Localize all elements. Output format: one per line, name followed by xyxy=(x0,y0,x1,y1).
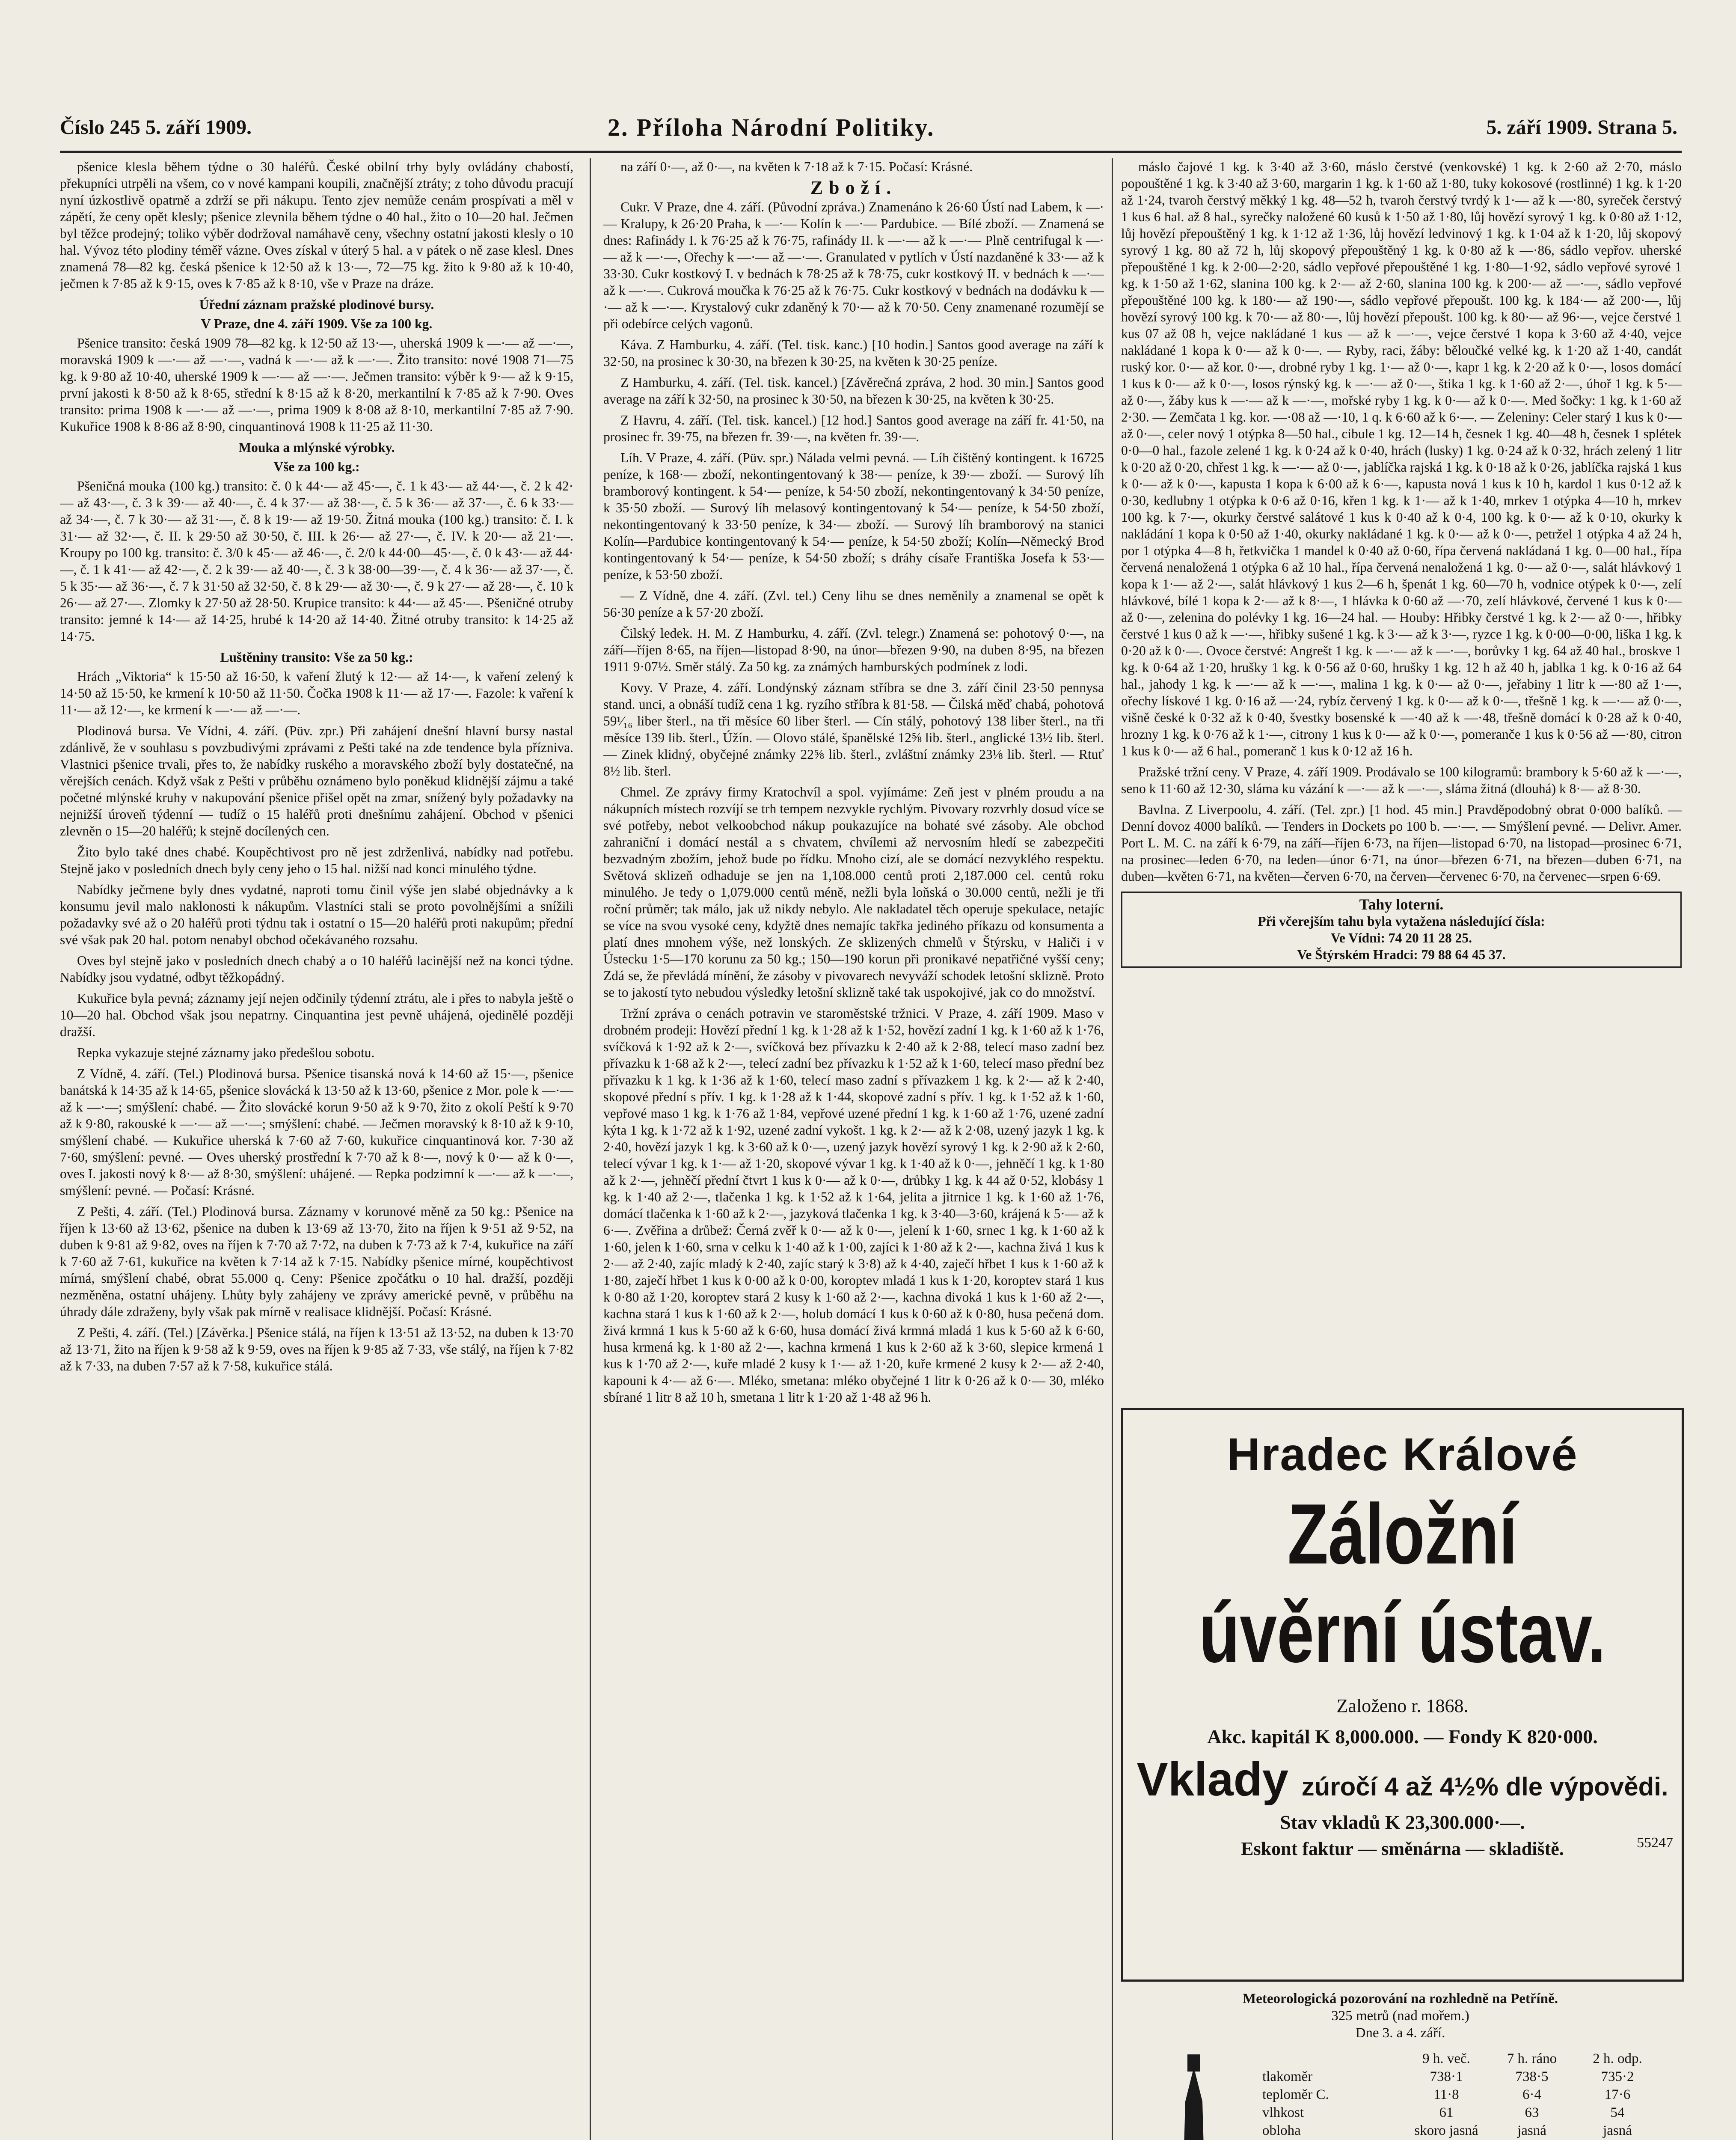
section-subheading: V Praze, dne 4. září 1909. Vše za 100 kg. xyxy=(201,316,433,331)
column-3 xyxy=(1121,158,1682,1400)
weather-value: 738·5 xyxy=(1515,2069,1549,2084)
weather-value: skoro jasná xyxy=(1414,2123,1478,2138)
saltpeter-report: Čilský ledek. H. M. Z Hamburku, 4. září. (Zvl. telegr.) Znamená se: pohotový 0·—, na září—říjen 8·65, na říjen—listopad 8·90, na únor—březen 9·90, na duben 8·95, na březen 1911 9·07½. Směr stálý. Za 50 kg. za známých hamburských podmínek z lodi. xyxy=(603,626,1104,674)
ad-services: Eskont faktur — směnárna — skladiště. xyxy=(1241,1838,1564,1859)
lottery-intro: Při včerejším tahu byla vytažena následující čísla: xyxy=(1258,914,1545,929)
prague-market-prices: Pražské tržní ceny. V Praze, 4. září 1909. Prodávalo se 100 kilogramů: brambory k 5·60 až k —·—, seno k 11·60 až 12·30, sláma ku vázání k —·— až k —·—, sláma žitná (dlouhá) k 8·— až 8·30. xyxy=(1121,764,1682,796)
rapeseed-report: Repka vykazuje stejné záznamy jako předešlou sobotu. xyxy=(77,1045,375,1060)
weather-row-label: obloha xyxy=(1262,2123,1301,2138)
grain-prices: Pšenice transito: česká 1909 78—82 kg. k 12·50 až 13·—, uherská 1909 k —·— až —·—, moravská 1909 k —·— až —·—, vadná k —·— až k —·—. Žito transito: nové 1908 71—75 kg. k 9·80 až 10·40, uherské 1909 k —·— až —·—. Ječmen transito: výběr k 9·— až k 9·15, první jakosti k 8·50 až k 8·65, střední k 8·15 až k 8·20, merkantilní k 7·85 až k 7·90. Oves transito: prima 1908 k —·— až —·—, prima 1909 k 8·08 až 8·10, merkantilní 7·85 až 7·90. Kukuřice 1908 k 8·86 až 8·90, cinquantinová 1908 k 11·25 až 11·30. xyxy=(60,336,573,434)
weather-row-label: vlhkost xyxy=(1262,2105,1304,2120)
pest-telegram: Z Pešti, 4. září. (Tel.) Plodinová bursa. Záznamy v korunové měně za 50 kg.: Pšenice na říjen k 13·60 až 13·62, pšenice na duben k 13·69 až 13·70, žito na říjen k 9·51 až 9·52, na duben k 9·81 až 9·82, oves na říjen k 7·70 až 7·72, na duben k 7·73 až k 7·4, kukuřice na září k 7·60 až 7·61, kukuřice na květen k 7·14 až k 7·15. Nabídky pšenice mírné, koupěchtivost mírná, smýšlení chabé, obrat 55.000 q. Ceny: Pšenice zpočátku o 10 hal. dražší, později nezměněna, ostatní uhájeny. Lhůty byly zahájeny ve zprávy americké pevně, v průběhu na úhrady dále zdraženy, byly však pak mírně v realisace klidnější. Počasí: Krásné. xyxy=(60,1204,573,1319)
coffee-report: Káva. Z Hamburku, 4. září. (Tel. tisk. kanc.) [10 hodin.] Santos good average na září k 32·50, na prosinec k 30·30, na březen k 30·25, na květen k 30·25 peníze. xyxy=(603,337,1104,369)
weather-title: Meteorologická pozorování na rozhledně na Petříně. xyxy=(1243,1991,1558,2006)
weather-table xyxy=(1262,2050,1673,2140)
ad-deposits-word: Vklady xyxy=(1137,1753,1289,1806)
column-divider xyxy=(1112,158,1113,2140)
weather-value: 63 xyxy=(1525,2105,1539,2120)
spirits-report: Líh. V Praze, 4. září. (Püv. spr.) Nálada velmi pevná. — Líh čištěný kontingent. k 16725 peníze, k 168·— zboží, nekontingentovaný k 38·— peníze, k 39·— zboží. — Surový líh bramborový kontingent. k 54·— peníze, k 54·50 zboží, nekontingentovaný k 34·50 peníze, k 35·50 zboží. — Surový líh melasový kontingentovaný k 54·— peníze, k 54·50 zboží, nekontingentovaný k 33·50 peníze, k 34·— zboží. — Surový líh bramborový na stanici Kolín—Pardubice kontingentovaný k 54·— peníze, k 54·50 zboží; Kolín—Německý Brod kontingentovaný k 54·— peníze, k 54·50 zboží; s dráhy císaře Františka Josefa k 53·— peníze, k 53·50 zboží. xyxy=(603,450,1104,582)
cotton-report: Bavlna. Z Liverpoolu, 4. září. (Tel. zpr.) [1 hod. 45 min.] Pravděpodobný obrat 0·000 balíků. — Denní dovoz 4000 balíků. — Tenders in Dockets po 100 b. —·—. — Smýšlení pevné. — Delivr. Amer. Port L. M. C. na září k 6·79, na září—říjen 6·73, na říjen—listopad 6·70, na listopad—prosinec 6·71, na prosinec—leden 6·70, na leden—únor 6·71, na únor—březen 6·71, na březen—duben 6·71, na duben—květen 6·71, na květen—červen 6·70, na červen—červenec 6·70, na červenec—srpen 6·69. xyxy=(1121,802,1682,884)
lottery-title: Tahy loterní. xyxy=(1359,896,1444,913)
weather-value: 61 xyxy=(1439,2105,1454,2120)
weather-date: Dne 3. a 4. září. xyxy=(1355,2025,1445,2041)
weather-col-header: 7 h. ráno xyxy=(1507,2051,1557,2066)
lottery-graz: Ve Štýrském Hradci: 79 88 64 45 37. xyxy=(1297,947,1506,962)
rye-report: Žito bylo také dnes chabé. Koupěchtivost pro ně jest zdrženlivá, nabídky nad potřebu. Stejně jako v posledních dnech byly ceny jeho o 15 hal. nižší nad konci minulého týdne. xyxy=(60,844,573,876)
weather-report xyxy=(1121,1990,1680,2140)
grain-market-report: pšenice klesla během týdne o 30 haléřů. České obilní trhy byly ovládány chabostí, překupníci utrpěli na všem, co v nové kampani koupili, značnější ztráty; z toho důvodu pracují nyní úzkostlivě opatrně a zdrží se při nákupu. Tento zjev nemůže cenám prospívati a měl v zápětí, že ceny opět klesly; pšenice zlevnila během týdne o 40 hal., žito o 10—20 hal. Ječmen byl těžce prodejný; toliko výběr dodržoval namáhavě ceny, všechny ostatní jakosti klesly o 10 hal. Vývoz této plodiny téměř vázne. Oves získal v úterý 5 hal. a v pátek o ně zase klesl. Dnes znamená 78—82 kg. česká pšenice k 12·50 až k 13·—, 72—75 kg. žito k 9·80 až k 10·40, ječmen k 7·85 až k 9·15, oves k 7·85 až k 8·10, vše v Praze na dráze. xyxy=(60,159,573,291)
hops-report: Chmel. Ze zprávy firmy Kratochvíl a spol. vyjímáme: Zeň jest v plném proudu a na nákupních místech rozvíjí se trh tempem nezvykle rychlým. Pivovary rozvrhly dosud více se své potřeby, nebot velkoobchod nákup poukazujíce na bohaté své zásoby. Ale obchod zahraniční i domácí nestál a s chvatem, chvílemi až nervosním hledí se zabezpečiti bezvadným zbožím, jehož bude po řídku. Mnoho cizí, ale se domácí nezvyklého respektu. Světová sklizeň odhaduje se jen na 1,108.000 centů proti 2,187.000 cel. centů roku minulého. Je tedy o 1,079.000 centů méně, nežli byla loňská o 30.000 centů, nežli je tři roční průměr; tak málo, jak už nikdy nebylo. Ale nakladatel těch operuje spekulace, netajíc se více na svou vysoké ceny, kdyžtě dnes nemajíc takřka jediného příkazu od konsumenta a platí dnes mnohem výše, než lonských. Ze sklizených chmelů v Štýrsku, v Haliči i v Ústecku 1·5—170 korunu za 50 kg.; 150—190 korun při pronikavé nepatřičné vyšší ceny; Zdá se, že převládá mínění, že zásoby v pivovarech nevyváží schodek letošní sklizně. Proto se to jakostí tyto nebudou výsledky letošní sklizně také tak uspokojivé, jak co do množství. xyxy=(603,785,1104,1000)
column-1 xyxy=(60,158,573,2140)
header-issue: Číslo 245 5. září 1909. xyxy=(60,116,252,139)
oats-report: Oves byl stejně jako v posledních dnech chabý a o 10 haléřů lacinější než na konci týdne. Nabídky jsou vydatné, odbyt těžkopádný. xyxy=(60,953,573,985)
pest-closing: Z Pešti, 4. září. (Tel.) [Závěrka.] Pšenice stálá, na říjen k 13·51 až 13·52, na duben k 13·70 až 13·71, žito na říjen k 9·58 až k 9·59, oves na říjen k 9·85 až 7·33, vše stálý, na říjen k 7·82 až k 7·33, na duben 7·57 až k 7·58, kukuřice stálá. xyxy=(60,1325,573,1373)
weather-value: 11·8 xyxy=(1433,2087,1459,2102)
section-heading: Úřední záznam pražské plodinové bursy. xyxy=(199,297,434,312)
weather-value: 17·6 xyxy=(1604,2087,1631,2102)
ad-capital: Akc. kapitál K 8,000.000. — Fondy K 820·000. xyxy=(1207,1726,1598,1748)
section-heading: Luštěniny transito: Vše za 50 kg.: xyxy=(220,650,413,665)
petrin-tower-illustration xyxy=(1130,2050,1258,2140)
weather-col-header: 2 h. odp. xyxy=(1593,2051,1642,2066)
weather-altitude: 325 metrů (nad mořem.) xyxy=(1331,2008,1469,2024)
vienna-spirits: — Z Vídně, dne 4. září. (Zvl. tel.) Ceny lihu se dnes neměnily a znamenal se opět k 56·30 peníze a k 57·20 zboží. xyxy=(603,588,1104,620)
section-heading: Mouka a mlýnské výrobky. xyxy=(238,440,395,455)
weather-value: jasná xyxy=(1517,2123,1546,2138)
weather-value: 54 xyxy=(1610,2105,1625,2120)
weather-value: 6·4 xyxy=(1522,2087,1541,2102)
vienna-bourse-report: Plodinová bursa. Ve Vídni, 4. září. (Püv. zpr.) Při zahájení dnešní hlavní bursy nastal zdánlivě, že v souhlasu s povzbudivými zprávami z Pešti také na zde tendence byla přízniva. Vlastnici pšenice trvali, přes to, že nabídky ruského a moravského zboží byly dostatečné, na věrejších cenách. Když však z Pešti v průběhu oznámeno bylo poněkud klidnější zájmu a také početné mlýnské kruhy v nakupování pšenice přišel opět na zmar, snížený byly požadavky na nejnižší úroveň týdenní — tudíž o 15 haléřů proti dnešnímu zahájení. Obchod v pšenici zlevněn o 15—20 haléřů; k stejně docílených cen. xyxy=(60,723,573,838)
vienna-telegram: Z Vídně, 4. září. (Tel.) Plodinová bursa. Pšenice tisanská nová k 14·60 až 15·—, pšenice banátská k 14·35 až k 14·65, pšenice slovácká k 13·50 až k 13·60, pšenice z Mor. pole k —·— až k —·—; smýšlení: chabé. — Žito slovácké korun 9·50 až k 9·70, žito z okolí Peští k 9·70 až k 9·80, rakouské k —·— až —·—; smýšlení: chabé. — Ječmen moravský k 8·10 až k 9·10, smýšlení chabé. — Kukuřice uherská k 7·60 až 7·60, kukuřice cinquantinová kor. 7·30 až 7·60, smýšlení: pevné. — Oves uherský prostřední k 7·70 až k 8·—, nový k 0·— až k 0·—, oves I. jakosti nový k 8·— až 8·30, smýšlení: uhájené. — Repka podzimní k —·— až k —·—, smýšlení: pevné. — Počasí: Krásné. xyxy=(60,1066,573,1198)
market-food-prices: Tržní zpráva o cenách potravin ve staroměstské tržnici. V Praze, 4. září 1909. Maso v drobném prodeji: Hovězí přední 1 kg. k 1·28 až k 1·52, hovězí zadní 1 kg. k 1·60 až k 1·76, svíčková k 1·92 až k 2·—, svíčková bez přívazku k 2·40 až k 2·88, telecí maso zadní bez přívazku k 1·68 až k 2·—, telecí zadní bez přívazku k 1·52 až k 1·60, telecí maso přední bez přívazku k 1 kg. k 1·36 až k 1·60, telecí maso zadní s přívazkem 1 kg. k 2·— až k 2·40, skopové přední s přív. 1 kg. k 1·28 až k 1·44, skopové zadní s přív. 1 kg. k 1·52 až k 1·60, vepřové maso 1 kg. k 1·76 až 1·84, vepřové uzené přední 1 kg. k 1·60 až 1·76, uzené zadní kýta 1 kg. k 1·72 až k 1·92, uzené zadní vykošt. 1 kg. k 2·— až k 2·08, uzený jazyk 1 kg. k 2·40, hovězí jazyk 1 kg. k 3·60 až k 0·—, uzený jazyk hovězí syrový 1 kg. k 2·90 až k 2·60, telecí vývar 1 kg. k 1·— až 1·20, skopové vývar 1 kg. k 1·40 až k 0·—, jehněčí 1 kg. k 1·80 až k 2·—, jehněčí přední čtvrt 1 kus k 0·— až k 0·—, drůbky 1 kg. k 44 až 0·52, klobásy 1 kg. k 1·40 až 2·—, tlačenka 1 kg. k 1·52 až k 1·64, jelita a jitrnice 1 kg. k 1·60 až 1·76, domácí tlačenka k 1·60 až k 2·—, jazyková tlačenka 1 kg. k 3·40—3·60, krájená k 5·— až k 6·—. Zvěřina a drůbež: Černá zvěř k 0·— až k 0·—, jelení k 1·60, srnec 1 kg. k 1·60 až k 1·60, jelen k 1·60, srna v celku k 1·40 až k 1·00, zajíci k 1·80 až k 2·—, kachna živá 1 kus k 2·— až 2·40, zajíc mladý k 2·40, zajíc starý k 3·8) až k 4·40, zaječí hřbet 1 kus k 1·60 až k 1·80, zaječí hřbet 1 kus k 0·00 až k 0·00, koroptev mladá 1 kus k 1·20, koroptev stará 1 kus k 0·80 až 1·20, koroptev stará 2 kusy k 1·60 až 2·—, kachna divoká 1 kus k 1·60 až 2·—, kachna stará 1 kus k 1·60 až k 2·—, holub domácí 1 kus k 0·60 až k 0·80, husa pečená dom. živá krmná 1 kus k 5·60 až k 6·60, husa domácí živá krmná mladá 1 kus k 5·60 až k 6·60, husa krmená kg. k 1·80 až 2·—, kachna krmená 1 kus k 2·60 až k 3·60, slepice krmená 1 kus k 1·70 až 2·—, kuře mladé 2 kusy k 1·— až 1·20, kuře krmené 2 kusy k 2·— až 2·40, kapouni k 4·— až 6·—. Mléko, smetana: mléko obyčejné 1 litr k 0·26 až k 0·— 30, mléko sbírané 1 litr 8 až 10 h, smetana 1 litr k 1·20 až 1·48 až 96 h. xyxy=(603,1006,1104,1405)
legume-prices: Hrách „Viktoria“ k 15·50 až 16·50, k vaření žlutý k 12·— až 14·—, k vaření zelený k 14·50 až 15·50, ke krmení k 10·50 až 11·50. Čočka 1908 k 11·— až 17·—. Fazole: k vaření k 11·— až 12·—, ke krmení k —·— až —·—. xyxy=(60,669,573,717)
weather-row-label: tlakoměr xyxy=(1262,2069,1313,2084)
weather-value: jasná xyxy=(1603,2123,1632,2138)
header-title: 2. Příloha Národní Politiky. xyxy=(608,113,935,141)
weather-row xyxy=(1262,2122,1673,2140)
column-2 xyxy=(603,158,1104,2140)
weather-row xyxy=(1262,2086,1673,2104)
weather-value: 738·1 xyxy=(1430,2069,1463,2084)
bank-advertisement xyxy=(1121,1408,1684,1982)
food-prices-cont: máslo čajové 1 kg. k 3·40 až 3·60, máslo čerstvé (venkovské) 1 kg. k 2·60 až 2·70, máslo popouštěné 1 kg. k 3·40 až 3·60, margarin 1 kg. k 1·60 až 1·80, tuky kokosové (rostlinné) 1 kg. k 1·20 až 1·24, tvaroh čerstvý měkký 1 kg. 48—52 h, tvaroh čerstvý tvrdý k 1·— až k —·80, syreček čerstvý 1 kus 6 hal. až 8 hal., syrečky naložené 60 kusů k 1·50 až 1·80, lůj hovězí syrový 1 kg. k 0·80 až 1·12, lůj hovězí přepouštěný 1 kg. k 1·12 až 1·36, lůj hovězí ledvinový 1 kg. k 1·04 až k 1·20, lůj skopový syrový 1 kg. 80 až 72 h, lůj skopový přepouštěný 1 kg. k 0·80 až k —·86, sádlo vepřov. uherské přepouštěné 1 kg. k 2·00—2·20, sádlo vepřové přepouštěné 1 kg. 1·80—1·92, sádlo vepřové syrové 1 kg. k 1·50 až 1·62, slanina 100 kg. k 2·— až 2·60, slanina 100 kg. k 200·— až —·—, sádlo vepřové přepouštěné 100 kg. k 180·— až 190·—, sádlo vepřové přepoušt. 100 kg. k 184·— až 200·—, lůj hovězí syrový 100 kg. k 70·— až 80·—, lůj hovězí přepoušt. 100 kg. k 80·— až 96·—, vejce čerstvé 1 kus 07 až 08 h, vejce nakládané 1 kus — až k —·—, vejce čerstvé 1 kopa k 3·60 až 4·40, vejce nakládané 1 kopa k 0·— až k 0·—. — Ryby, raci, žáby: běloučké velké kg. k 1·20 až 1·40, candát ruský kor. 0·— až kor. 0·—, drobné ryby 1 kg. 1·— až 0·—, kapr 1 kg. k 2·20 až k 0·—, losos domácí 1 kus k 0·— až k 0·—, losos rýnský kg. k —·— až 0·—, štika 1 kg. k 1·60 až 2·—, úhoř 1 kg. k 5·— až 0·—, žáby kus k —·— až k —·—, mořské ryby 1 kg. k 0·— až k 0·—. Med šočky: 1 kg. k 1·60 až 2·30. — Zemčata 1 kg. kor. —·08 až —·10, 1 q. k 6·60 až k 6·—. — Zeleniny: Celer starý 1 kus k 0·— až 0·—, celer nový 1 otýpka 8—50 hal., cibule 1 kg. 12—14 h, česnek 1 kg. 40—48 h, česnek 1 splétek 0·0—0 hal., fazole zelené 1 kg. k 0·24 až k 0·40, hrách (lusky) 1 kg. 0·24 až k 0·32, hrách zelený 1 litr k 0·20 až 0·20, chřest 1 kg. k —·— až 0·—, jablíčka rajská 1 kg. k 0·18 až k 0·26, jablíčka rajská 1 kus k 0·— až k 0·—, kapusta 1 kopa k 6·00 až k 6·—, kapusta nová 1 kus k 10 h, kardol 1 kus 0·12 až k 0·30, kedlubny 1 otýpka k 0·6 až 0·16, křen 1 kg. k 1·— až k 1·40, mrkev 1 otýpka 4—10 h, mrkev 100 kg. k 7·—, okurky čerstvé salátové 1 kus k 0·40 až k 0·4, 100 kg. k 0·— až k 0·10, okurky k nakládání 1 kopa k 0·50 až 1·40, okurky nakládané 1 kg. k 0·— až k 0·—, petržel 1 otýpka 4 až 24 h, por 1 otýpka 4—8 h, řetkvička 1 mandel k 0·40 až 0·60, řípa červená nakládaná 1 kg. 0—00 hal., řípa červená nenaložená 1 otýpka 6 až 10 hal., řípa červená nenaložená 1 kg. 0·— až 0·—, salát hlávkový 1 kopa k 1·— až 2·—, salát hlávkový 1 kus 2—6 h, špenát 1 kg. 60—70 h, vodnice otýpek k 0·—, zelí hlávkové, bílé 1 kopa k 2·— až k 8·—, 1 hlávka k 0·60 až —·70, zelí hlávkové, červené 1 kus k 0·— až 0·—, zelenina do polévky 1 kg. 16—24 hal. — Houby: Hřibky čerstvé 1 kg. k 2·— až 0·—, hřibky čerstvé 1 kus 0 až k —·—, hřibky sušené 1 kg. k 3·— až k 3·—, ryzce 1 kg. k 0·00—0·00, liška 1 kg. k 0·20 až k 0·—. Ovoce čerstvé: Angrešt 1 kg. k —·— až k —·—, borůvky 1 kg. 64 až 40 hal., broskve 1 kg. k 0·64 až 1·20, hrušky 1 kg. k 0·56 až 0·60, hrušky 1 kg. 12 h až 40 h, jablka 1 kg. k 0·16 až 64 hal., jahody 1 kg. k —·— až k —·—, malina 1 kg. k 0·— až 0·—, jeřabiny 1 litr k —·80 až 1·—, ořechy lískové 1 kg. 0·16 až —·24, rybíz červený 1 kg. k 0·— až k 0·—, třešně 1 kg. k —·— až 0·—, višně české k 0·32 až k 0·40, švestky bosenské k —·40 až k —·48, třešně domácí k 0·28 až k 0·40, hrozny 1 kg. k 0·76 až k 1·—, citrony 1 kus k 0·— až k 0·—, pomeranče 1 kus k 0·56 až —·80, citron 1 kus k 0·— až 6 hal., pomeranč 1 kus k 0·12 až 16 h. xyxy=(1121,159,1682,758)
weather-row xyxy=(1262,2068,1673,2086)
column-divider xyxy=(590,158,591,2140)
ad-deposits xyxy=(1123,1752,1682,1807)
ad-deposits-rate: zúročí 4 až 4½% dle výpovědi. xyxy=(1301,1772,1668,1801)
havre-report: Z Havru, 4. září. (Tel. tisk. kancel.) [12 hod.] Santos good average na září fr. 41·50, na prosinec fr. 39·75, na březen fr. 39·—, na květen fr. 39·—. xyxy=(603,413,1104,444)
lottery-box xyxy=(1121,892,1682,968)
goods-heading: Zboží. xyxy=(810,177,897,198)
lottery-vienna: Ve Vídni: 74 20 11 28 25. xyxy=(1331,930,1472,945)
header-date-page: 5. září 1909. Strana 5. xyxy=(1486,116,1677,139)
ad-founded: Založeno r. 1868. xyxy=(1336,1695,1469,1716)
ad-deposit-state: Stav vkladů K 23,300.000·—. xyxy=(1280,1811,1525,1833)
ad-city: Hradec Králové xyxy=(1227,1428,1578,1480)
weather-row xyxy=(1262,2104,1673,2122)
weather-row-label: teploměr C. xyxy=(1262,2087,1329,2102)
ad-bank-name: Záložní úvěrní ústav. xyxy=(1199,1486,1606,1680)
weather-value: 735·2 xyxy=(1601,2069,1634,2084)
sugar-report: Cukr. V Praze, dne 4. září. (Původní zpráva.) Znamenáno k 26·60 Ústí nad Labem, k —·— Kralupy, k 26·20 Praha, k —·— Kolín k —·— Pardubice. — Bílé zboží. — Znamená se dnes: Rafinády I. k 76·25 až k 76·75, rafinády II. k —·— až k —·— Plně centrifugal k —·— až k —·—, Ořechy k —·— až —·—. Granulated v pytlích v Ústí nazdaněné k 33·— až k 33·30. Cukr kostkový I. v bednách k 78·25 až k 78·75, cukr kostkový II. v bednách k —·— až k —·—. Cukrová moučka k 76·25 až k 76·75. Cukr kostkový v bednách na dodávku k —·— až k —·—. Krystalový cukr zdaněný k 70·— až k 70·50. Ceny znamenané rozumějí se při odebírce celých vagonů. xyxy=(603,199,1104,331)
weather-col-header: 9 h. več. xyxy=(1422,2051,1470,2066)
metals-report: Kovy. V Praze, 4. září. Londýnský záznam stříbra se dne 3. září činil 23·50 pennysa stand. unci, a obnáší tudíž cena 1 kg. ryzího stříbra k 81·58. — Čilská měď chabá, pohotová 59¹⁄₁₆ liber šterl., na tři měsíce 60 liber šterl. — Cín stálý, pohotový 138 liber šterl., na tři měsíce 139 lib. šterl., Úžín. — Olovo stálé, španělské 12⅝ lib. šterl., anglické 13½ lib. šterl. — Zinek klidný, obyčejné známky 22⅝ lib. šterl., zvláštní známky 23⅛ lib. šterl. — Rtuť 8½ lib. šterl. xyxy=(603,680,1104,779)
header-rule xyxy=(60,151,1682,153)
pest-closing-cont: na září 0·—, až 0·—, na květen k 7·18 až k 7·15. Počasí: Krásné. xyxy=(620,159,973,174)
corn-report: Kukuřice byla pevná; záznamy její nejen odčinily týdenní ztrátu, ale i přes to nabyla ještě o 10—20 hal. Obchod však jsou nepatrny. Cinquantina jest pevně uhájená, ojedinělé později dražší. xyxy=(60,991,573,1039)
coffee-closing: Z Hamburku, 4. září. (Tel. tisk. kancel.) [Závěrečná zpráva, 2 hod. 30 min.] Santos good average na září k 32·50, na prosinec k 30·50, na březen k 30·25, na květen k 30·25. xyxy=(603,375,1104,407)
page-header xyxy=(60,113,1677,150)
ad-number: 55247 xyxy=(1637,1835,1673,1851)
weather-header-row xyxy=(1262,2050,1673,2068)
barley-report: Nabídky ječmene byly dnes vydatné, naproti tomu činil výše jen slabé objednávky a k konsumu jevil malo naklonosti k nákupům. Vlastníci stali se proto povolnějšími a snížili požadavky své až o 20 haléřů proti týdnu tak i ostatní o 15—20 haléřů proti nakupům; přední své však pak 20 hal. potom nenabyl obchod očekávaného rozsahu. xyxy=(60,882,573,947)
flour-prices: Pšeničná mouka (100 kg.) transito: č. 0 k 44·— až 45·—, č. 1 k 43·— až 44·—, č. 2 k 42·— až 43·—, č. 3 k 39·— až 40·—, č. 4 k 37·— až 38·—, č. 5 k 36·— až 37·—, č. 6 k 33·— až 34·—, č. 7 k 30·— až 31·—, č. 8 k 19·— až 19·50. Žitná mouka (100 kg.) transito: č. I. k 31·— až 32·—, č. II. k 29·50 až 30·50, č. III. k 26·— až 27·—, č. IV. k 20·— až 21·—. Kroupy po 100 kg. transito: č. 3/0 k 45·— až 46·—, č. 2/0 k 44·00—45·—, č. 0 k 43·— až 44·—, č. 1 k 41·— až 42·—, č. 2 k 39·— až 40·—, č. 3 k 38·00—39·—, č. 4 k 36·— až 37·—, č. 5 k 35·— až 36·—, č. 7 k 31·50 až 32·50, č. 8 k 29·— až 30·—, č. 9 k 27·— až 28·—, č. 10 k 26·— až 27·—. Zlomky k 27·50 až 28·50. Krupice transito: k 44·— až 45·—. Pšeničné otruby transito: jemné k 14·— až 14·25, hrubé k 14·20 až 14·40. Žitné otruby transito: k 14·25 až 14·75. xyxy=(60,479,573,644)
section-subheading: Vše za 100 kg.: xyxy=(273,459,360,474)
